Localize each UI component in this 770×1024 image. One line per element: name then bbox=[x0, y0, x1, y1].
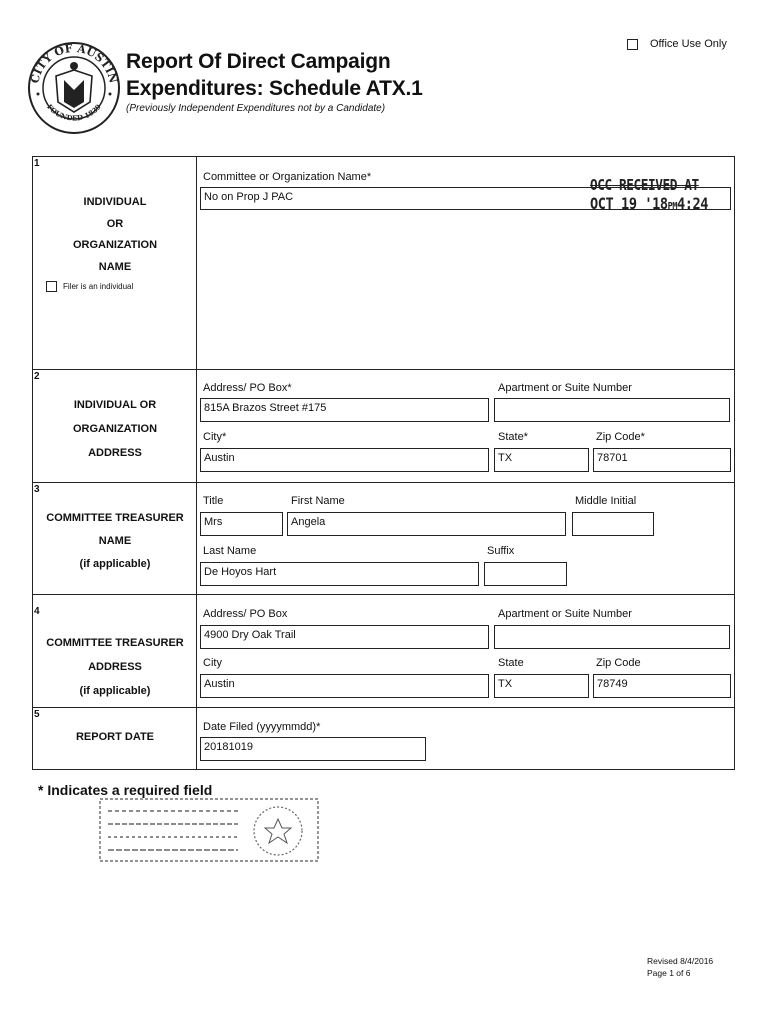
date-filed-label: Date Filed (yyyymmdd)* bbox=[203, 721, 321, 733]
column-divider bbox=[196, 156, 197, 770]
section-number: 4 bbox=[34, 606, 40, 617]
section-divider bbox=[32, 369, 735, 370]
section1-label: INDIVIDUAL OR ORGANIZATION NAME bbox=[72, 196, 158, 273]
zip-field[interactable] bbox=[593, 448, 731, 472]
filer-individual bbox=[46, 281, 133, 292]
treasurer-zip-value: 78749 bbox=[597, 678, 628, 690]
title-value: Mrs bbox=[204, 516, 223, 528]
received-stamp: OCC RECEIVED AT OCT 19 '18PM4:24 bbox=[590, 176, 709, 213]
last-name-field[interactable] bbox=[200, 562, 479, 586]
treasurer-city-value: Austin bbox=[204, 678, 235, 690]
section-divider bbox=[32, 594, 735, 595]
state-field[interactable] bbox=[494, 448, 589, 472]
treasurer-apartment-label: Apartment or Suite Number bbox=[498, 608, 632, 620]
last-name-label: Last Name bbox=[203, 545, 257, 557]
treasurer-address-field[interactable] bbox=[200, 625, 489, 649]
first-name-value: Angela bbox=[291, 516, 326, 528]
required-field-note: * Indicates a required field bbox=[38, 782, 213, 798]
treasurer-address-label: Address/ PO Box bbox=[203, 608, 288, 620]
revision-info bbox=[647, 955, 713, 979]
section-number: 1 bbox=[34, 158, 40, 169]
treasurer-state-field[interactable] bbox=[494, 674, 589, 698]
zip-value: 78701 bbox=[597, 452, 628, 464]
section4-label: COMMITTEE TREASURER ADDRESS (if applicable) bbox=[46, 637, 184, 697]
treasurer-zip-field[interactable] bbox=[593, 674, 731, 698]
section-number: 2 bbox=[34, 371, 40, 382]
svg-text:CITY OF AUSTIN: CITY OF AUSTIN bbox=[28, 41, 120, 85]
section3-label: COMMITTEE TREASURER NAME (if applicable) bbox=[46, 512, 184, 570]
address-field[interactable] bbox=[200, 398, 489, 422]
committee-name-value: No on Prop J PAC bbox=[204, 191, 294, 203]
title-field[interactable] bbox=[200, 512, 283, 536]
city-label: City* bbox=[203, 431, 227, 443]
apartment-label: Apartment or Suite Number bbox=[498, 382, 632, 394]
revised-date: Revised 8/4/2016 bbox=[647, 956, 714, 966]
address-label: Address/ PO Box* bbox=[203, 382, 292, 394]
title-label: Title bbox=[203, 495, 224, 507]
date-filed-field[interactable] bbox=[200, 737, 426, 761]
filer-individual-checkbox[interactable] bbox=[46, 281, 57, 292]
middle-initial-label: Middle Initial bbox=[575, 495, 637, 507]
state-value: TX bbox=[498, 452, 513, 464]
report-date-label: REPORT DATE bbox=[75, 731, 155, 743]
section-divider bbox=[32, 707, 735, 708]
office-use-only bbox=[627, 38, 727, 50]
suffix-label: Suffix bbox=[487, 545, 515, 557]
city-field[interactable] bbox=[200, 448, 489, 472]
section-number: 3 bbox=[34, 484, 40, 495]
last-name-value: De Hoyos Hart bbox=[204, 566, 277, 578]
filer-individual-label: Filer is an individual bbox=[63, 282, 134, 291]
committee-name-label: Committee or Organization Name* bbox=[203, 171, 372, 183]
address-value: 815A Brazos Street #175 bbox=[204, 402, 327, 414]
section-divider bbox=[32, 482, 735, 483]
first-name-label: First Name bbox=[291, 495, 345, 507]
treasurer-state-value: TX bbox=[498, 678, 513, 690]
middle-initial-field[interactable] bbox=[572, 512, 654, 536]
office-use-checkbox[interactable] bbox=[627, 39, 638, 50]
section2-label: INDIVIDUAL OR ORGANIZATION ADDRESS bbox=[72, 399, 158, 459]
treasurer-state-label: State bbox=[498, 657, 524, 669]
apartment-field[interactable] bbox=[494, 398, 730, 422]
treasurer-apartment-field[interactable] bbox=[494, 625, 730, 649]
treasurer-zip-label: Zip Code bbox=[596, 657, 641, 669]
first-name-field[interactable] bbox=[287, 512, 566, 536]
form-subtitle: (Previously Independent Expenditures not by a Candidate) bbox=[126, 103, 386, 114]
section-number: 5 bbox=[34, 709, 40, 720]
form-title: Report Of Direct Campaign Expenditures: Schedule ATX.1 bbox=[126, 50, 423, 100]
page-number: Page 1 of 6 bbox=[647, 968, 691, 978]
state-label: State* bbox=[498, 431, 528, 443]
zip-label: Zip Code* bbox=[596, 431, 645, 443]
notary-stamp-image bbox=[98, 795, 320, 865]
svg-text:FOUNDED 1839: FOUNDED 1839 bbox=[45, 102, 103, 123]
office-use-label: Office Use Only bbox=[650, 38, 727, 50]
date-filed-value: 20181019 bbox=[204, 741, 253, 753]
treasurer-city-label: City bbox=[203, 657, 222, 669]
treasurer-address-value: 4900 Dry Oak Trail bbox=[204, 629, 296, 641]
city-value: Austin bbox=[204, 452, 235, 464]
suffix-field[interactable] bbox=[484, 562, 567, 586]
treasurer-city-field[interactable] bbox=[200, 674, 489, 698]
city-seal bbox=[26, 40, 122, 136]
